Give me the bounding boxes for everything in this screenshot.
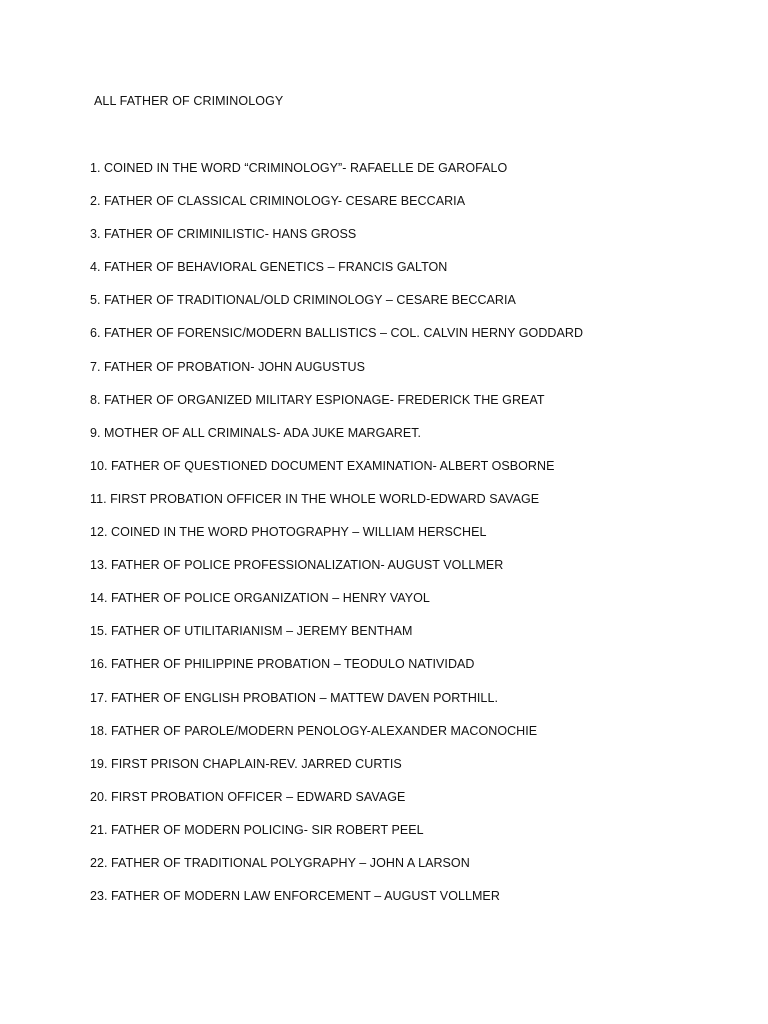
list-item: 18. FATHER OF PAROLE/MODERN PENOLOGY-ALEXANDER MACONOCHIE xyxy=(90,723,538,738)
list-item: 12. COINED IN THE WORD PHOTOGRAPHY – WILLIAM HERSCHEL xyxy=(90,525,487,540)
document-title: ALL FATHER OF CRIMINOLOGY xyxy=(94,94,284,108)
list-item: 6. FATHER OF FORENSIC/MODERN BALLISTICS – COL. CALVIN HERNY GODDARD xyxy=(90,326,584,341)
list-item: 5. FATHER OF TRADITIONAL/OLD CRIMINOLOGY – CESARE BECCARIA xyxy=(90,293,516,308)
list-item: 7. FATHER OF PROBATION- JOHN AUGUSTUS xyxy=(90,359,366,374)
list-item: 20. FIRST PROBATION OFFICER – EDWARD SAVAGE xyxy=(90,789,406,804)
list-item: 1. COINED IN THE WORD “CRIMINOLOGY”- RAFAELLE DE GAROFALO xyxy=(90,161,508,175)
list-item: 9. MOTHER OF ALL CRIMINALS- ADA JUKE MARGARET. xyxy=(90,425,422,440)
list-item: 3. FATHER OF CRIMINILISTIC- HANS GROSS xyxy=(90,227,357,242)
list-item: 17. FATHER OF ENGLISH PROBATION – MATTEW DAVEN PORTHILL. xyxy=(90,690,498,705)
list-item: 2. FATHER OF CLASSICAL CRIMINOLOGY- CESARE BECCARIA xyxy=(90,194,466,209)
list-item: 14. FATHER OF POLICE ORGANIZATION – HENRY VAYOL xyxy=(90,591,430,606)
list-item: 19. FIRST PRISON CHAPLAIN-REV. JARRED CURTIS xyxy=(90,756,402,771)
list-item: 4. FATHER OF BEHAVIORAL GENETICS – FRANCIS GALTON xyxy=(90,260,448,275)
list-item: 22. FATHER OF TRADITIONAL POLYGRAPHY – JOHN A LARSON xyxy=(90,855,470,870)
list-item: 10. FATHER OF QUESTIONED DOCUMENT EXAMINATION- ALBERT OSBORNE xyxy=(90,458,555,473)
list-item: 23. FATHER OF MODERN LAW ENFORCEMENT – AUGUST VOLLMER xyxy=(90,889,500,904)
list-item: 11. FIRST PROBATION OFFICER IN THE WHOLE WORLD-EDWARD SAVAGE xyxy=(90,491,540,506)
list-item: 16. FATHER OF PHILIPPINE PROBATION – TEODULO NATIVIDAD xyxy=(90,657,475,672)
list-item: 8. FATHER OF ORGANIZED MILITARY ESPIONAGE- FREDERICK THE GREAT xyxy=(90,392,545,407)
list-item: 15. FATHER OF UTILITARIANISM – JEREMY BENTHAM xyxy=(90,624,413,639)
criminology-list xyxy=(90,160,583,921)
list-item: 13. FATHER OF POLICE PROFESSIONALIZATION- AUGUST VOLLMER xyxy=(90,558,504,573)
list-item: 21. FATHER OF MODERN POLICING- SIR ROBERT PEEL xyxy=(90,822,424,837)
